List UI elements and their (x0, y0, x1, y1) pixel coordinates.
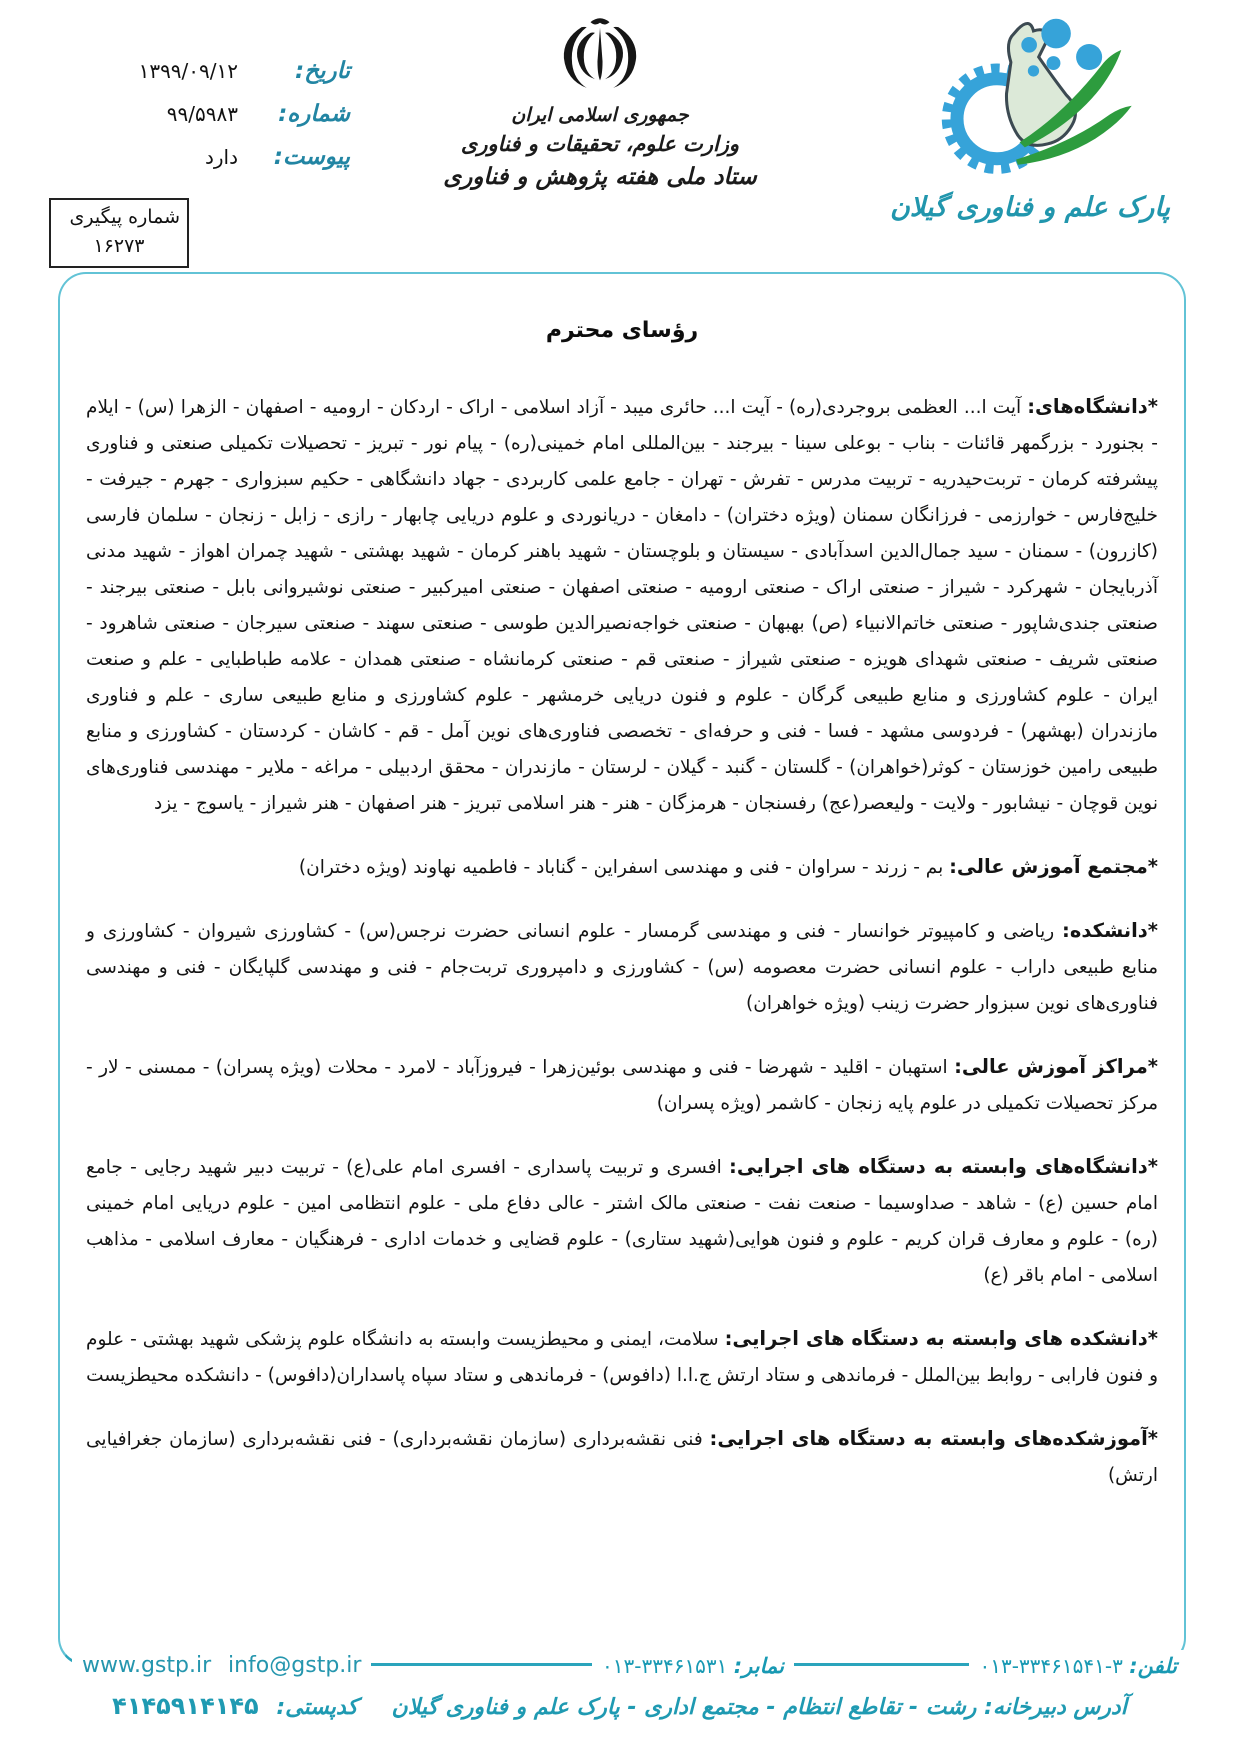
section-lead: *مجتمع آموزش عالی: (949, 855, 1158, 878)
phone-label: تلفن: (1129, 1654, 1177, 1678)
date-value: ۱۳۹۹/۰۹/۱۲ (138, 59, 238, 83)
org-logo-caption: پارک علم و فناوری گیلان (889, 192, 1171, 223)
section-text: بم - زرند - سراوان - فنی و مهندسی اسفراین - گناباد - فاطمیه نهاوند (ویژه دختران) (298, 857, 944, 878)
section-lead: *دانشگاه‌های وابسته به دستگاه های اجرایی: (729, 1155, 1159, 1178)
tracking-number-box (49, 198, 189, 268)
section-lead: *دانشکده: (1062, 919, 1158, 942)
attachment-label: پیوست: (273, 144, 350, 170)
ministry-line-1: جمهوری اسلامی ایران (511, 104, 689, 126)
section-text: افسری و تربیت پاسداری - افسری امام علی(ع) - تربیت دبیر شهید رجایی - جامع امام حسین (ع) - شاهد - صداوسیما - صنعت نفت - صنعتی مالک اشتر - عالی دفاع ملی - علوم انتظامی امین - علوم دریایی امام خمینی (ره) - علوم و معارف قران کریم - علوم و فنون هوایی(شهید ستاری) - علوم قضایی و خدمات اداری - فرهنگیان - معارف اسلامی - مذاهب اسلامی - امام باقر (ع) (86, 1157, 1158, 1286)
section-lead: *دانشکده های وابسته به دستگاه های اجرایی: (724, 1327, 1159, 1350)
secretariat-address: آدرس دبیرخانه: رشت - تقاطع انتظام - مجتمع اداری - پارک علم و فناوری گیلان (391, 1695, 1127, 1720)
attachment-row (50, 144, 350, 170)
phone-value: ۳-۳۳۴۶۱۵۴۱-۰۱۳ (979, 1654, 1123, 1678)
letter-body-frame (58, 272, 1186, 1666)
letter-meta (50, 58, 350, 257)
tracking-label: شماره پیگیری (69, 206, 180, 228)
section-agency-faculties (86, 1321, 1158, 1394)
fax-item (592, 1650, 794, 1682)
gstp-logo-icon (917, 6, 1143, 188)
org-logo-block (842, 6, 1218, 223)
tracking-value: ۱۶۲۷۳ (93, 235, 145, 257)
phone-item (969, 1650, 1187, 1682)
section-agency-colleges (86, 1421, 1158, 1494)
fax-value: ۰۱۳-۳۳۴۶۱۵۳۱ (602, 1654, 728, 1678)
number-label: شماره: (278, 101, 350, 127)
section-agency-universities (86, 1149, 1158, 1294)
iran-national-emblem-icon (562, 12, 638, 98)
postal-code-label: کدپستی: (276, 1695, 358, 1720)
section-text: سلامت، ایمنی و محیطزیست وابسته به دانشگاه علوم پزشکی شهید بهشتی - علوم و فنون فارابی - روابط بین‌الملل - فرماندهی و ستاد ارتش ج.ا.ا (دافوس) - فرماندهی و ستاد سپاه پاسداران(دافوس) - دانشکده محیطزیست (86, 1329, 1158, 1386)
ministry-line-3: ستاد ملی هفته پژوهش و فناوری (443, 164, 757, 190)
section-higher-ed-centers (86, 1049, 1158, 1122)
section-text: فنی نقشه‌برداری (سازمان نقشه‌برداری) - فنی نقشه‌برداری (سازمان جغرافیایی ارتش) (86, 1429, 1158, 1486)
section-faculties (86, 913, 1158, 1022)
website-item: www.gstp.ir (72, 1650, 221, 1682)
number-value: ۹۹/۵۹۸۳ (166, 102, 238, 126)
fax-label: نمابر: (733, 1654, 784, 1678)
section-universities (86, 389, 1158, 822)
ministry-line-2: وزارت علوم، تحقیقات و فناوری (460, 132, 740, 156)
section-lead: *مراکز آموزش عالی: (954, 1055, 1158, 1078)
letter-title: رؤسای محترم (545, 318, 699, 343)
date-label: تاریخ: (295, 58, 350, 84)
ministry-header (428, 12, 772, 190)
section-lead: *دانشگاه‌های: (1027, 395, 1158, 418)
section-text: ریاضی و کامپیوتر خوانسار - فنی و مهندسی گرمسار - علوم انسانی حضرت نرجس(س) - کشاورزی شیروان - کشاورزی و منابع طبیعی داراب - علوم انسانی حضرت معصومه (س) - کشاورزی و دامپروری تربت‌جام - فنی و مهندسی گلپایگان - فنی و مهندسی فناوری‌های نوین سبزوار حضرت زینب (ویژه خواهران) (86, 921, 1158, 1014)
attachment-value: دارد (204, 145, 238, 169)
email-item: info@gstp.ir (218, 1650, 371, 1682)
address-line (0, 1692, 1239, 1720)
section-higher-ed-complexes (86, 849, 1158, 886)
postal-code-value: ۴۱۴۵۹۱۴۱۴۵ (112, 1692, 259, 1720)
section-text: آیت ا... العظمی بروجردی(ره) - آیت ا... حائری میبد - آزاد اسلامی - اراک - اردکان - ارومیه - اصفهان - الزهرا (س) - ایلام - بجنورد - بزرگمهر قائنات - بناب - بوعلی سینا - بیرجند - بین‌المللی امام خمینی(ره) - پیام نور - تبریز - تحصیلات تکمیلی صنعتی و فناوری پیشرفته کرمان - تربت‌حیدریه - تربیت مدرس - تفرش - تهران - جامع علمی کاربردی - جهاد دانشگاهی - حکیم سبزواری - جهرم - جیرفت - خلیج‌فارس - خوارزمی - فرزانگان سمنان (ویژه دختران) - دامغان - دریانوردی و علوم دریایی چابهار - رازی - زابل - زنجان - سلمان فارسی (کازرون) - سمنان - سید جمال‌الدین اسدآبادی - سیستان و بلوچستان - شهید باهنر کرمان - شهید بهشتی - شهید چمران اهواز - شهید مدنی آذربایجان - شهرکرد - شیراز - صنعتی اراک - صنعتی ارومیه - صنعتی اصفهان - صنعتی امیرکبیر - صنعتی نوشیروانی بابل - صنعتی بیرجند - صنعتی جندی‌شاپور - صنعتی خاتم‌الانبیاء (ص) بهبهان - صنعتی خواجه‌نصیرالدین طوسی - صنعتی سهند - صنعتی سیرجان - صنعتی شاهرود - صنعتی شریف - صنعتی شهدای هویزه - صنعتی شیراز - صنعتی قم - صنعتی کرمانشاه - صنعتی همدان - علامه طباطبایی - علم و صنعت ایران - علوم کشاورزی و منابع طبیعی گرگان - علوم و فنون دریایی خرمشهر - علوم کشاورزی و منابع طبیعی ساری - علم و فناوری مازندران (بهشهر) - فردوسی مشهد - فسا - فنی و حرفه‌ای - تخصصی فناوری‌های نوین آمل - قم - کاشان - کردستان - کشاورزی و منابع طبیعی رامین خوزستان - کوثر(خواهران) - گلستان - گنبد - گیلان - لرستان - مازندران - محقق اردبیلی - مراغه - ملایر - مهندسی فناوری‌های نوین قوچان - نیشابور - ولایت - ولیعصر(عج) رفسنجان - هرمزگان - هنر - هنر اسلامی تبریز - هنر اصفهان - هنر شیراز - یاسوج - یزد (86, 397, 1158, 814)
date-row (50, 58, 350, 84)
section-text: استهبان - اقلید - شهرضا - فنی و مهندسی بوئین‌زهرا - فیروزآباد - لامرد - محلات (ویژه پسران) - ممسنی - لار - مرکز تحصیلات تکمیلی در علوم پایه زنجان - کاشمر (ویژه پسران) (86, 1057, 1158, 1114)
section-lead: *آموزشکده‌های وابسته به دستگاه های اجرایی: (709, 1427, 1158, 1450)
number-row (50, 101, 350, 127)
